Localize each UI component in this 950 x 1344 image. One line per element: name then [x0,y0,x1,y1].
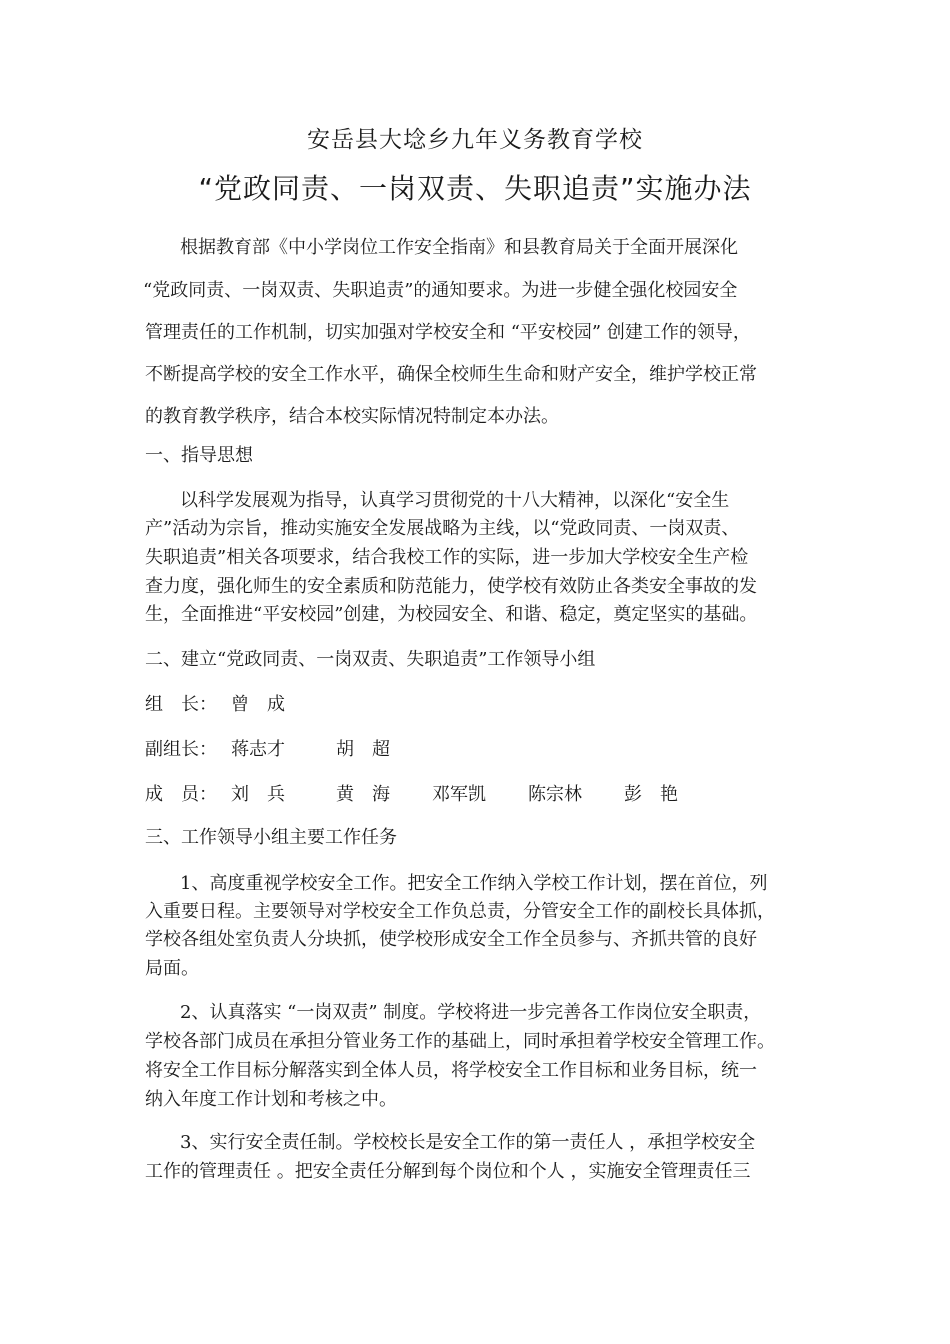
paragraph-line: 纳入年度工作计划和考核之中。 [145,1089,397,1110]
document-title-main: “党政同责、一岗双责、失职追责”实施办法 [198,172,752,205]
intro-line: 管理责任的工作机制，切实加强对学校安全和 “平安校园” 创建工作的领导， [145,322,751,343]
paragraph-line: 入重要日程。主要领导对学校安全工作负总责，分管安全工作的副校长具体抓， [145,901,775,922]
paragraph-line: 2、认真落实 “一岗双责” 制度。学校将进一步完善各工作岗位安全职责， [180,1002,762,1023]
paragraph-line: 局面。 [145,958,199,979]
document-title-school: 安岳县大埝乡九年义务教育学校 [307,127,643,153]
section-heading: 一、指导思想 [145,445,253,466]
intro-line: 不断提高学校的安全工作水平，确保全校师生生命和财产安全，维护学校正常 [145,364,757,385]
member-name: 黄 海 [336,784,390,805]
intro-line: 的教育教学秩序，结合本校实际情况特制定本办法。 [145,406,559,427]
paragraph-line: 生，全面推进“平安校园”创建，为校园安全、和谐、稳定，奠定坚实的基础。 [145,604,758,625]
intro-line: 根据教育部《中小学岗位工作安全指南》和县教育局关于全面开展深化 [180,237,738,258]
leader-label: 组 长： [145,694,217,715]
intro-line: “党政同责、一岗双责、失职追责”的通知要求。为进一步健全强化校园安全 [143,280,738,301]
paragraph-line: 失职追责”相关各项要求，结合我校工作的实际，进一步加大学校安全生产检 [145,547,749,568]
paragraph-line: 3、实行安全责任制。学校校长是安全工作的第一责任人 ，承担学校安全 [180,1132,756,1153]
paragraph-line: 学校各组处室负责人分块抓，使学校形成安全工作全员参与、齐抓共管的良好 [145,929,757,950]
section-heading: 二、建立“党政同责、一岗双责、失职追责”工作领导小组 [145,649,596,670]
member-name: 邓军凯 [432,784,486,805]
paragraph-line: 产”活动为宗旨，推动实施安全发展战略为主线，以“党政同责、一岗双责、 [145,518,740,539]
leader-name: 曾 成 [231,694,285,715]
paragraph-line: 将安全工作目标分解落实到全体人员，将学校安全工作目标和业务目标，统一 [145,1060,757,1081]
paragraph-line: 工作的管理责任 。把安全责任分解到每个岗位和个人 ，实施安全管理责任三 [145,1161,751,1182]
deputy-name: 蒋志才 [231,739,285,760]
deputy-name: 胡 超 [336,739,390,760]
deputy-label: 副组长： [145,739,217,760]
member-name: 彭 艳 [624,784,678,805]
paragraph-line: 1、高度重视学校安全工作。把安全工作纳入学校工作计划，摆在首位，列 [180,873,768,894]
member-name: 陈宗林 [528,784,582,805]
paragraph-line: 查力度，强化师生的安全素质和防范能力，使学校有效防止各类安全事故的发 [145,576,757,597]
section-heading: 三、工作领导小组主要工作任务 [145,827,397,848]
member-name: 刘 兵 [231,784,285,805]
member-label: 成 员： [145,784,217,805]
paragraph-line: 学校各部门成员在承担分管业务工作的基础上，同时承担着学校安全管理工作。 [145,1031,775,1052]
paragraph-line: 以科学发展观为指导，认真学习贯彻党的十八大精神，以深化“安全生 [180,490,730,511]
